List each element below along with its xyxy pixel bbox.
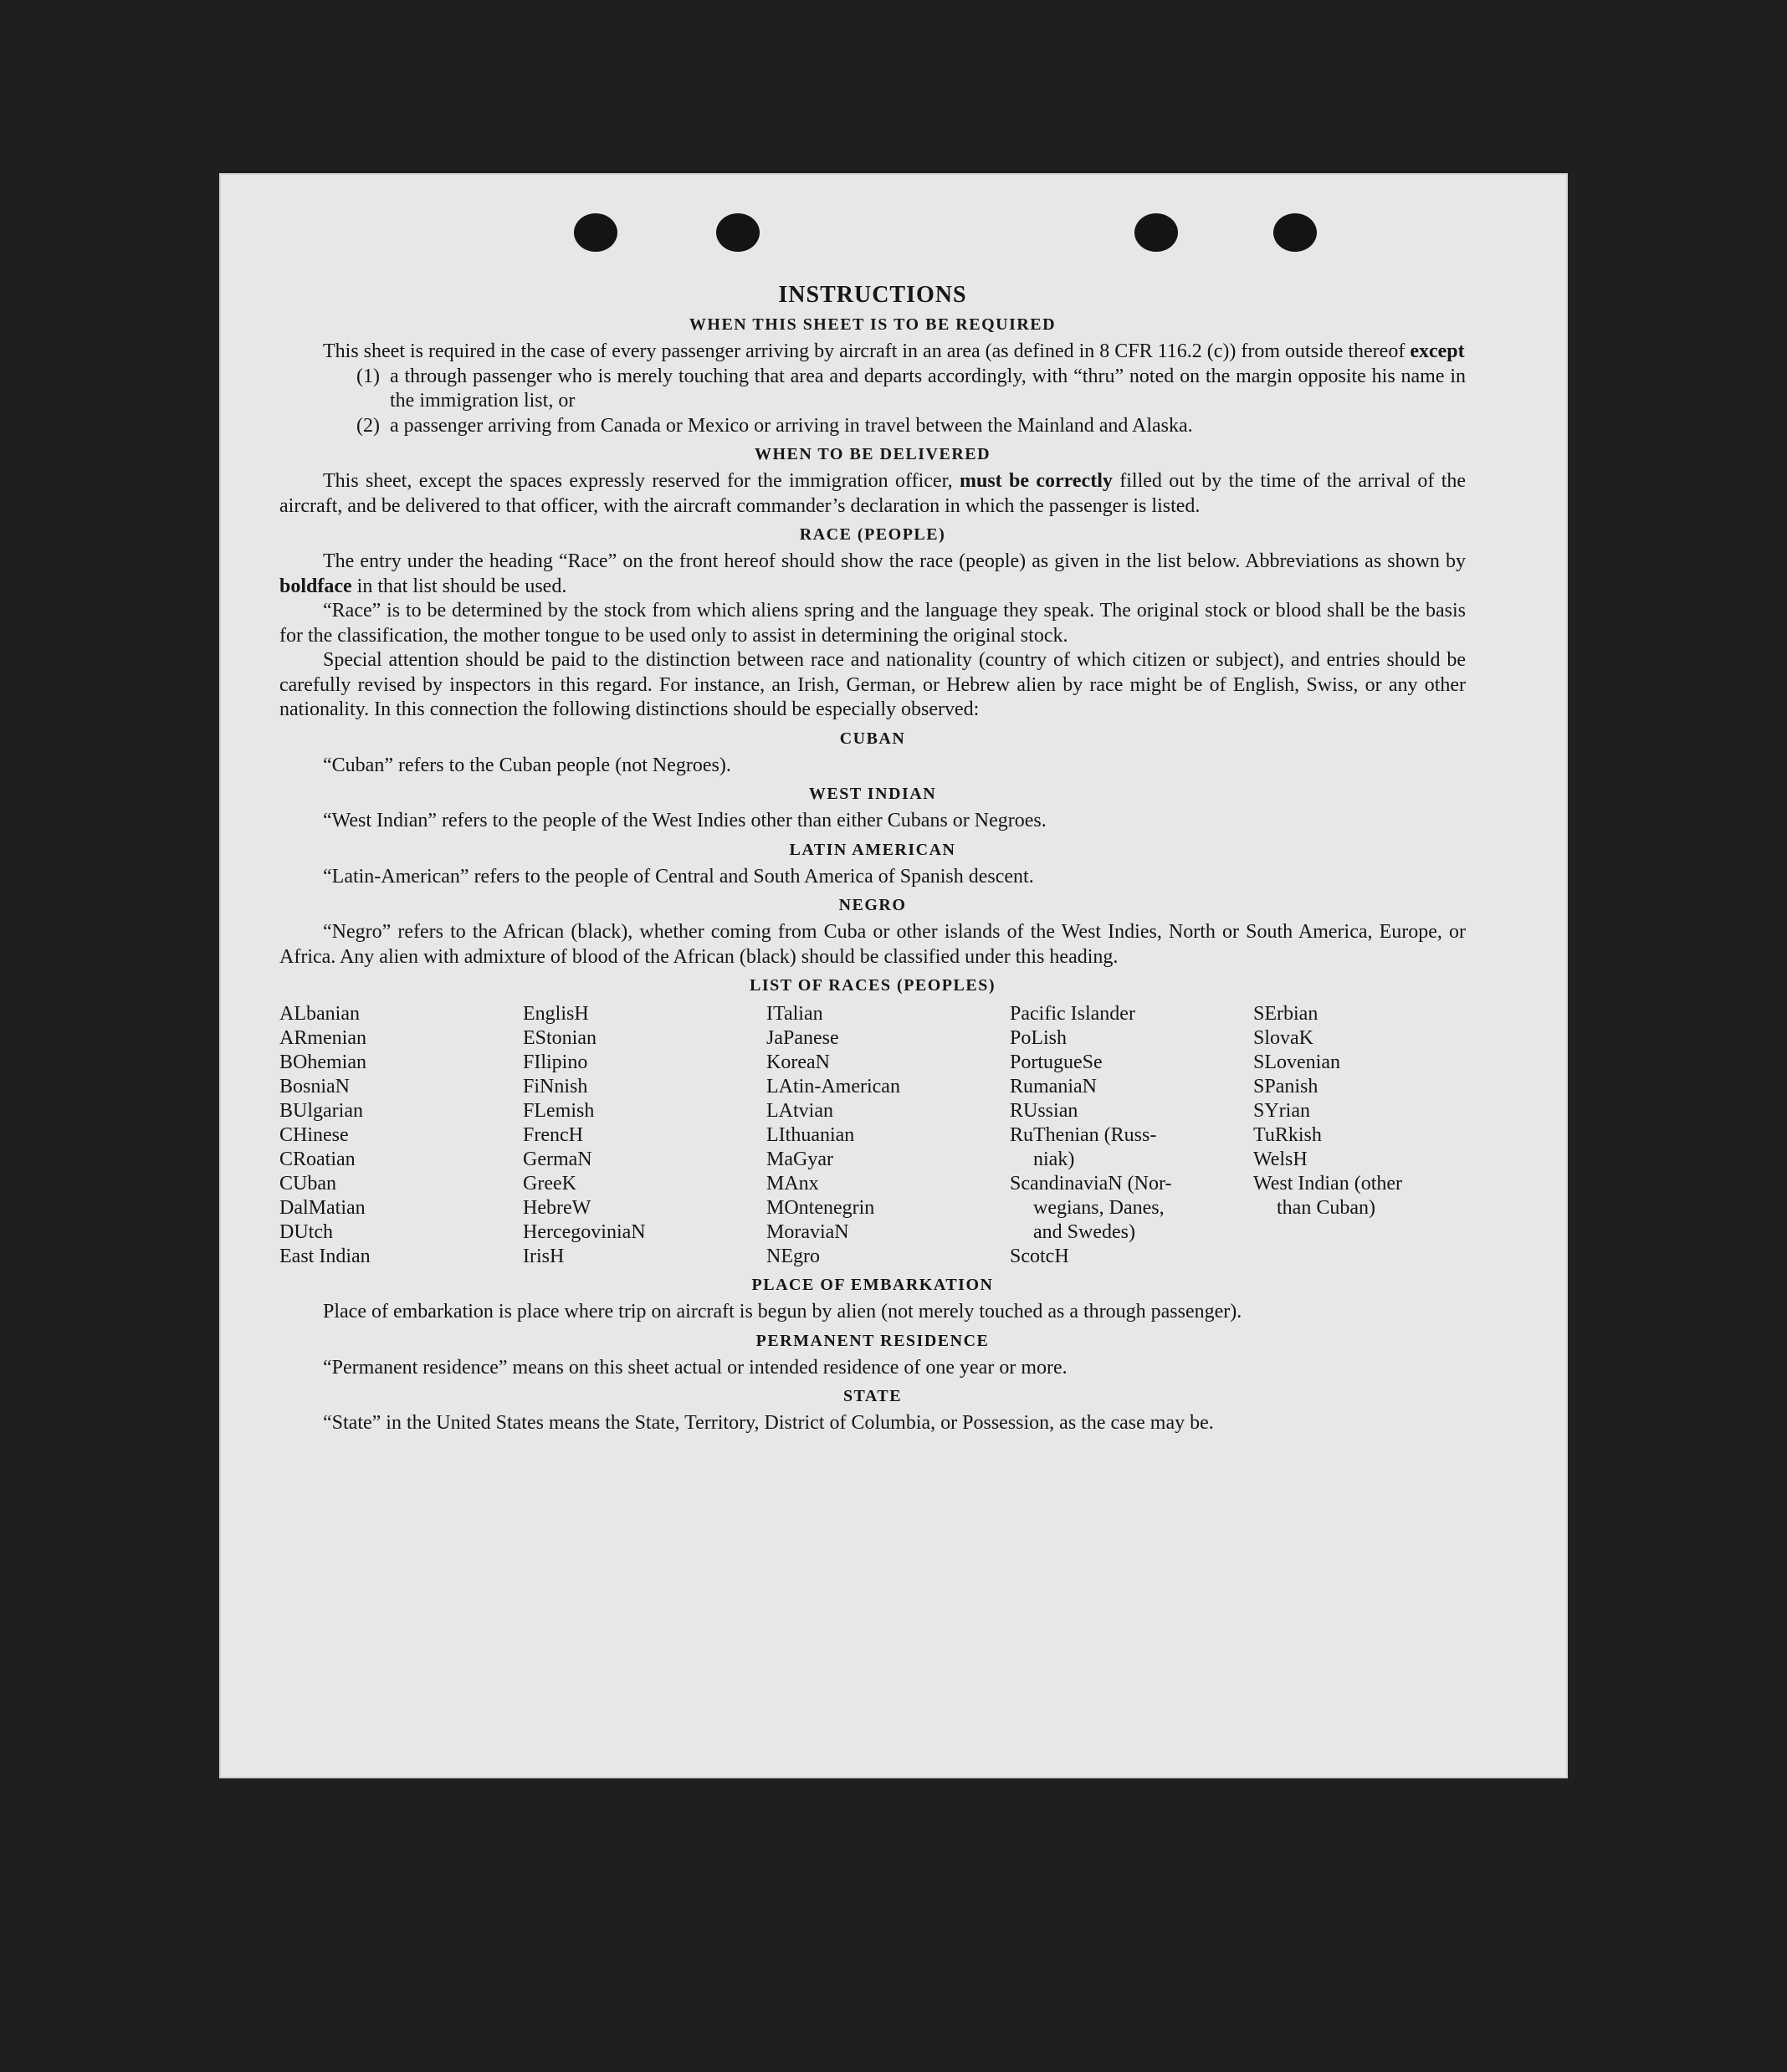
document-page bbox=[219, 173, 1568, 1778]
race-item: WelsH bbox=[1253, 1149, 1308, 1170]
race-item: EnglisH bbox=[523, 1003, 589, 1025]
race-item: ARmenian bbox=[279, 1027, 366, 1049]
race-item: GreeK bbox=[523, 1173, 576, 1195]
section-heading-residence: PERMANENT RESIDENCE bbox=[755, 1331, 990, 1350]
race-item: TuRkish bbox=[1253, 1124, 1322, 1146]
race-item: MOntenegrin bbox=[766, 1197, 875, 1219]
item-text: a through passenger who is merely touching that area and departs accordingly, with “thru” noted on the margin opposite his name in the immigration list, or bbox=[390, 365, 1466, 412]
race-item: KoreaN bbox=[766, 1051, 830, 1073]
race-item: East Indian bbox=[279, 1246, 371, 1267]
race-item: FrencH bbox=[523, 1124, 583, 1146]
paragraph-race-3: Special attention should be paid to the distinction between race and nationality (country of which citizen or subject), and entries should be carefully revised by inspectors in this regard. For instance, an Irish, German, or Hebrew alien by race might be of English, Swiss, or any other nationality. In this connection the following distinctions should be especially observed: bbox=[279, 649, 1466, 720]
item-text: a passenger arriving from Canada or Mexico or arriving in travel between the Mainland and Alaska. bbox=[390, 414, 1193, 437]
race-item: NEgro bbox=[766, 1246, 820, 1267]
race-item: PoLish bbox=[1010, 1027, 1068, 1049]
section-heading-delivered: WHEN TO BE DELIVERED bbox=[754, 445, 991, 463]
races-column-3 bbox=[766, 1002, 1010, 1269]
race-item: SErbian bbox=[1253, 1003, 1318, 1025]
page-title: INSTRUCTIONS bbox=[778, 282, 967, 308]
races-column-2 bbox=[523, 1002, 766, 1269]
race-item: ScandinaviaN (Nor- bbox=[1010, 1173, 1172, 1195]
paragraph-race-1: The entry under the heading “Race” on the front hereof should show the race (people) as given in the list below. Abbreviations as shown by boldface in that list should be used. bbox=[279, 550, 1466, 597]
race-item: Pacific Islander bbox=[1010, 1003, 1135, 1025]
section-heading-embarkation: PLACE OF EMBARKATION bbox=[751, 1276, 994, 1294]
race-item: MAnx bbox=[766, 1173, 819, 1195]
race-item: PortugueSe bbox=[1010, 1051, 1103, 1073]
race-item: JaPanese bbox=[766, 1027, 839, 1049]
punch-hole bbox=[1134, 213, 1178, 252]
race-item: LAtvian bbox=[766, 1100, 833, 1122]
race-item: FLemish bbox=[523, 1100, 595, 1122]
race-item: HercegoviniaN bbox=[523, 1221, 646, 1243]
section-heading-west-indian: WEST INDIAN bbox=[808, 785, 937, 803]
race-item: RumaniaN bbox=[1010, 1076, 1097, 1097]
race-item: and Swedes) bbox=[1033, 1221, 1135, 1243]
paragraph-residence: “Permanent residence” means on this sheet actual or intended residence of one year or more. bbox=[323, 1356, 1068, 1379]
race-item: SlovaK bbox=[1253, 1027, 1313, 1049]
paragraph-state: “State” in the United States means the State, Territory, District of Columbia, or Possession, as the case may be. bbox=[323, 1412, 1214, 1434]
race-item: RUssian bbox=[1010, 1100, 1078, 1122]
race-item: BUlgarian bbox=[279, 1100, 363, 1122]
race-item: RuThenian (Russ- bbox=[1010, 1124, 1157, 1146]
race-item: BosniaN bbox=[279, 1076, 350, 1097]
race-item: SYrian bbox=[1253, 1100, 1310, 1122]
paragraph-race-2: “Race” is to be determined by the stock from which aliens spring and the language they speak. The original stock or blood shall be the basis for the classification, the mother tongue to be used only to assist in determining the original stock. bbox=[279, 600, 1466, 647]
race-item: BOhemian bbox=[279, 1051, 366, 1073]
race-item: wegians, Danes, bbox=[1033, 1197, 1165, 1219]
race-item: MaGyar bbox=[766, 1149, 833, 1170]
race-item: FIlipino bbox=[523, 1051, 588, 1073]
list-item bbox=[279, 365, 1466, 414]
race-item: ALbanian bbox=[279, 1003, 360, 1025]
document-body bbox=[279, 282, 1466, 1436]
race-item: IrisH bbox=[523, 1246, 565, 1267]
races-table bbox=[279, 1002, 1466, 1269]
race-item: SLovenian bbox=[1253, 1051, 1340, 1073]
section-heading-state: STATE bbox=[842, 1387, 903, 1405]
section-heading-cuban: CUBAN bbox=[839, 729, 906, 748]
race-item: CRoatian bbox=[279, 1149, 356, 1170]
race-item: CHinese bbox=[279, 1124, 349, 1146]
race-item: DUtch bbox=[279, 1221, 333, 1243]
race-item: CUban bbox=[279, 1173, 336, 1195]
paragraph-embarkation: Place of embarkation is place where trip on aircraft is begun by alien (not merely touched as a through passenger). bbox=[323, 1301, 1242, 1322]
paragraph-west-indian: “West Indian” refers to the people of the West Indies other than either Cubans or Negroes. bbox=[323, 810, 1047, 831]
paragraph-required: This sheet is required in the case of every passenger arriving by aircraft in an area (as defined in 8 CFR 116.2 (c)) from outside thereof except bbox=[323, 340, 1465, 362]
races-column-5 bbox=[1253, 1002, 1497, 1269]
section-heading-race: RACE (PEOPLE) bbox=[799, 525, 946, 544]
race-item: DalMatian bbox=[279, 1197, 366, 1219]
section-heading-latin-american: LATIN AMERICAN bbox=[789, 840, 956, 859]
paragraph-latin-american: “Latin-American” refers to the people of Central and South America of Spanish descent. bbox=[323, 865, 1034, 888]
race-item: West Indian (other bbox=[1253, 1173, 1403, 1195]
paragraph-negro: “Negro” refers to the African (black), whether coming from Cuba or other islands of the West Indies, North or South America, Europe, or Africa. Any alien with admixture of blood of the African (black) should be classified under this heading. bbox=[279, 921, 1466, 968]
race-item: LIthuanian bbox=[766, 1124, 855, 1146]
section-heading-required: WHEN THIS SHEET IS TO BE REQUIRED bbox=[689, 315, 1057, 334]
race-item: EStonian bbox=[523, 1027, 597, 1049]
race-item: FiNnish bbox=[523, 1076, 588, 1097]
races-column-1 bbox=[279, 1002, 523, 1269]
paragraph-cuban: “Cuban” refers to the Cuban people (not Negroes). bbox=[323, 754, 731, 776]
race-item: MoraviaN bbox=[766, 1221, 849, 1243]
race-item: than Cuban) bbox=[1277, 1197, 1375, 1219]
item-number: (1) bbox=[356, 365, 380, 387]
item-number: (2) bbox=[356, 414, 380, 437]
list-item bbox=[279, 414, 1466, 439]
race-item: SPanish bbox=[1253, 1076, 1318, 1097]
race-item: ScotcH bbox=[1010, 1246, 1069, 1267]
punch-hole bbox=[716, 213, 760, 252]
section-heading-negro: NEGRO bbox=[838, 896, 907, 914]
race-item: niak) bbox=[1033, 1149, 1075, 1170]
race-item: GermaN bbox=[523, 1149, 592, 1170]
race-item: HebreW bbox=[523, 1197, 591, 1219]
races-column-4 bbox=[1010, 1002, 1253, 1269]
punch-hole bbox=[1273, 213, 1317, 252]
paragraph-delivered: This sheet, except the spaces expressly reserved for the immigration officer, must be correctly filled out by the time of the arrival of the aircraft, and be delivered to that officer, with the aircraft commander’s declaration in which the passenger is listed. bbox=[279, 470, 1467, 517]
race-item: LAtin-American bbox=[766, 1076, 900, 1097]
section-heading-list-of-races: LIST OF RACES (PEOPLES) bbox=[749, 976, 996, 995]
race-item: ITalian bbox=[766, 1003, 823, 1025]
punch-hole bbox=[574, 213, 617, 252]
